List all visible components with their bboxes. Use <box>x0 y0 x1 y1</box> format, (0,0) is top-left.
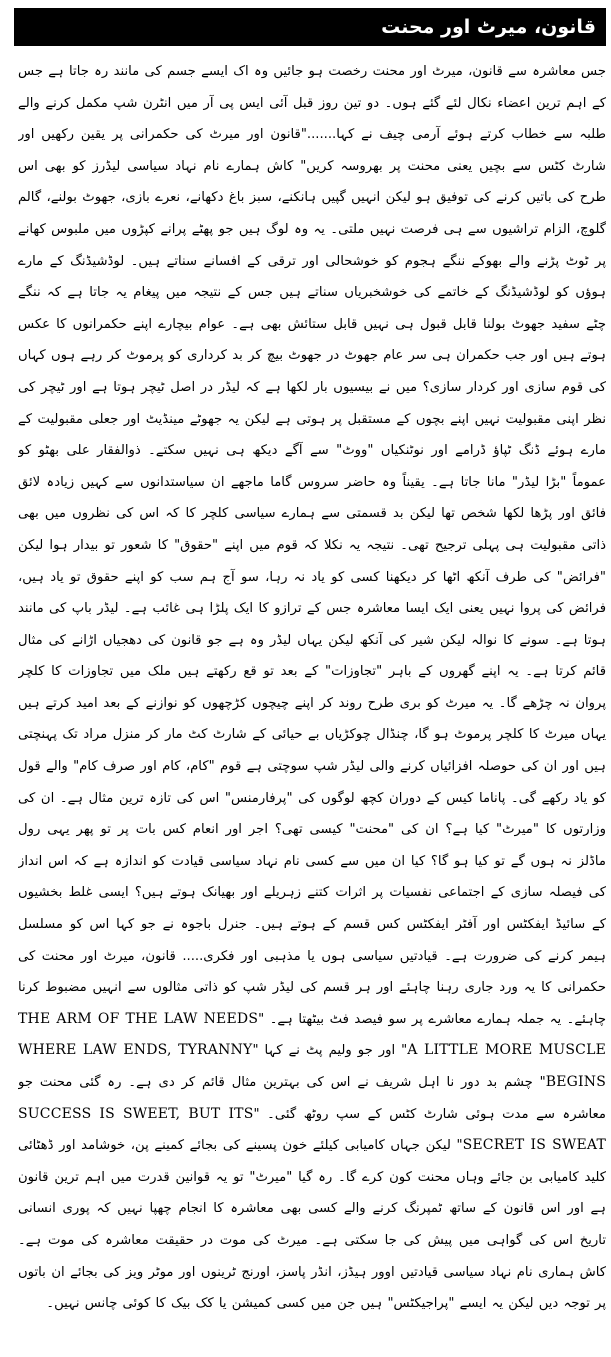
english-quote: SUCCESS IS SWEET, BUT ITS SECRET IS SWEAT <box>18 1105 606 1154</box>
urdu-text-segment: " چشم بد دور نا اہل شریف نے اس کی بہترین مثال قائم کر دی ہے۔ رہ گئی محنت جو معاشرہ سے مدت ہوئی شارٹ کٹس کے سپ روٹھ گئی۔ " <box>18 1075 606 1122</box>
urdu-text-segment: " لیکن جہاں کامیابی کیلئے خون پسینے کی بجائے کمینے پن، خوشامد اور ڈھٹائی کلید کامیابی بن جائے وہاں محنت کون کرے گا۔ رہ گیا "میرٹ" تو یہ قوانین قدرت میں اہم ترین قانون ہے اور اس قانون کے ساتھ ٹمپرنگ کرنے والے کسی بھی معاشرہ کا انجام چھپا نہیں کہ پوری انسانی تاریخ اس کی گواہی میں پیش کی جا سکتی ہے۔ میرٹ کی موت در حقیقت معاشرہ کی موت ہے۔ کاش ہماری نام نہاد سیاسی قیادتیں اوور ہیڈز، انڈر پاسز، اورنج ٹرینوں اور موٹر ویز کی بجائے ان باتوں پر توجہ دیں لیکن یہ ایسے "پراجیکٹس" ہیں جن میں کسی کمیشن یا کک بیک کا کوئی چانس نہیں۔ <box>18 1138 606 1312</box>
article-paragraph <box>18 56 606 1320</box>
english-quote: THE ARM OF THE LAW NEEDS A LITTLE MORE MUSCLE <box>18 1010 606 1059</box>
headline: قانون، میرٹ اور محنت <box>381 16 596 38</box>
headline-bar <box>14 8 606 46</box>
article-body <box>18 56 606 1352</box>
english-quote: WHERE LAW ENDS, TYRANNY BEGINS <box>18 1042 606 1090</box>
urdu-text-segment: " اور جو ولیم پٹ نے کہا " <box>252 1043 408 1059</box>
urdu-text-segment: جس معاشرہ سے قانون، میرٹ اور محنت رخصت ہو جائیں وہ اک ایسے جسم کی مانند رہ جاتا ہے جس کے اہم ترین اعضاء نکال لئے گئے ہوں۔ دو تین روز قبل آئی ایس پی آر میں انٹرن شپ مکمل کرنے والے طلبہ سے خطاب کرتے ہوئے آرمی چیف نے کہا......."قانون اور میرٹ کی حکمرانی پر یقین رکھیں اور شارٹ کٹس سے بچیں یعنی محنت پر بھروسہ کریں" کاش ہمارے نام نہاد سیاسی لیڈرز کو بھی اس طرح کی باتیں کرنے کی توفیق ہو لیکن انہیں گپیں ہانکنے، سبز باغ دکھانے، نعرے بازی، جھوٹ بولنے، گالم گلوچ، الزام تراشیوں سے ہی فرصت نہیں ملتی۔ یہ وہ لوگ ہیں جو پھٹے پرانے کپڑوں میں ملبوس کھانے پر ٹوٹ پڑنے والے بھوکے ننگے ہجوم کو خوشحالی اور ترقی کے افسانے سناتے ہیں۔ لوڈشیڈنگ کے مارے ہوؤں کو لوڈشیڈنگ کے خاتمے کی خوشخبریاں سناتے ہیں جس کے نتیجہ میں پیغام یہ جاتا ہے کہ ننگے چٹے سفید جھوٹ بولنا قابل قبول ہی نہیں قابل ستائش بھی ہے۔ عوام بیچارے اپنے حکمرانوں کا عکس ہوتے ہیں اور جب حکمران ہی سر عام جھوٹ در جھوٹ بیچ کر بد کرداری کو پرموٹ کر رہے ہوں کہاں کی قوم سازی اور کردار سازی؟ میں نے بیسیوں بار لکھا ہے کہ لیڈر در اصل ٹیچر ہوتا ہے اور ٹیچر کی نظر اپنی مقبولیت نہیں اپنے بچوں کے مستقبل پر ہوتی ہے لیکن یہ جھوٹے مینڈیٹ اور جعلی مقبولیت کے مارے ہوئے ڈنگ ٹپاؤ ڈرامے اور نوٹنکیاں "ووٹ" سے آگے دیکھ ہی نہیں سکتے۔ ذوالفقار علی بھٹو کو عموماً "بڑا لیڈر" مانا جاتا ہے۔ یقیناً وہ حاضر سروس گاما ماجھے ان سیاستدانوں سے کہیں زیادہ لائق فائق اور پڑھا لکھا شخص تھا لیکن بد قسمتی سے ہمارے سیاسی کلچر کا کہ اس کی نظروں میں بھی ذاتی مقبولیت ہی پہلی ترجیح تھی۔ نتیجہ یہ نکلا کہ قوم میں اپنے "حقوق" کا شعور تو بیدار ہوا لیکن "فرائض" کی طرف آنکھ اٹھا کر دیکھنا کسی کو یاد نہ رہا، سو آج ہم سب کو اپنے حقوق تو یاد ہیں، فرائض کی پروا نہیں یعنی ایک ایسا معاشرہ جس کے ترازو کا ایک پلڑا ہی غائب ہے۔ لیڈر باپ کی مانند ہوتا ہے۔ سونے کا نوالہ لیکن شیر کی آنکھ لیکن یہاں لیڈر وہ ہے جو قانون کی دھجیاں اڑانے کی مثال قائم کرتا ہے۔ یہ اپنے گھروں کے باہر "تجاوزات" کے بعد تو قع رکھتے ہیں ملک میں تجاوزات کا کلچر پروان نہ چڑھے گا۔ یہ میرٹ کو بری طرح روند کر اپنے چیچوں کڑچھوں کو نوازنے کے بعد امید کرتے ہیں یہاں میرٹ کا کلچر پرموٹ ہو گا، چنڈال چوکڑیاں بے حیائی کے شارٹ کٹ مار کر منزل مراد تک پہنچتی ہیں اور ان کی حوصلہ افزائیاں کرنے والی لیڈر شپ سوچتی ہے قوم "کام، کام اور صرف کام" والے قول کو یاد رکھے گی۔ پاناما کیس کے دوران کچھ لوگوں کی "پرفارمنس" اس کی تازہ ترین مثال ہے۔ ان کی وزارتوں کا "میرٹ" کیا ہے؟ ان کی "محنت" کیسی تھی؟ اجر اور انعام کس بات پر تو پھر یہی رول ماڈلز نہ ہوں گے تو کیا ہو گا؟ کیا ان میں سے کسی نام نہاد سیاسی قیادت کو اندازہ ہے کہ اس انداز کی فیصلہ سازی کے اجتماعی نفسیات پر اثرات کتنے زہریلے اور بھیانک ہوتے ہیں؟ ایسی غلط بخشیوں کے سائیڈ ایفکٹس اور آفٹر ایفکٹس کس قسم کے ہوتے ہیں۔ جنرل باجوہ نے جو کہا اس کو مسلسل ہیمر کرنے کی ضرورت ہے۔ قیادتیں سیاسی ہوں یا مذہبی اور فکری..... قانون، میرٹ اور محنت کی حکمرانی کا یہ ورد جاری رہنا چاہئے اور ہر قسم کی لیڈر شپ کو ذاتی مثالوں سے انہیں مضبوط کرنا چاہئے۔ یہ جملہ ہمارے معاشرے پر سو فیصد فٹ بیٹھتا ہے۔ " <box>18 64 606 1027</box>
